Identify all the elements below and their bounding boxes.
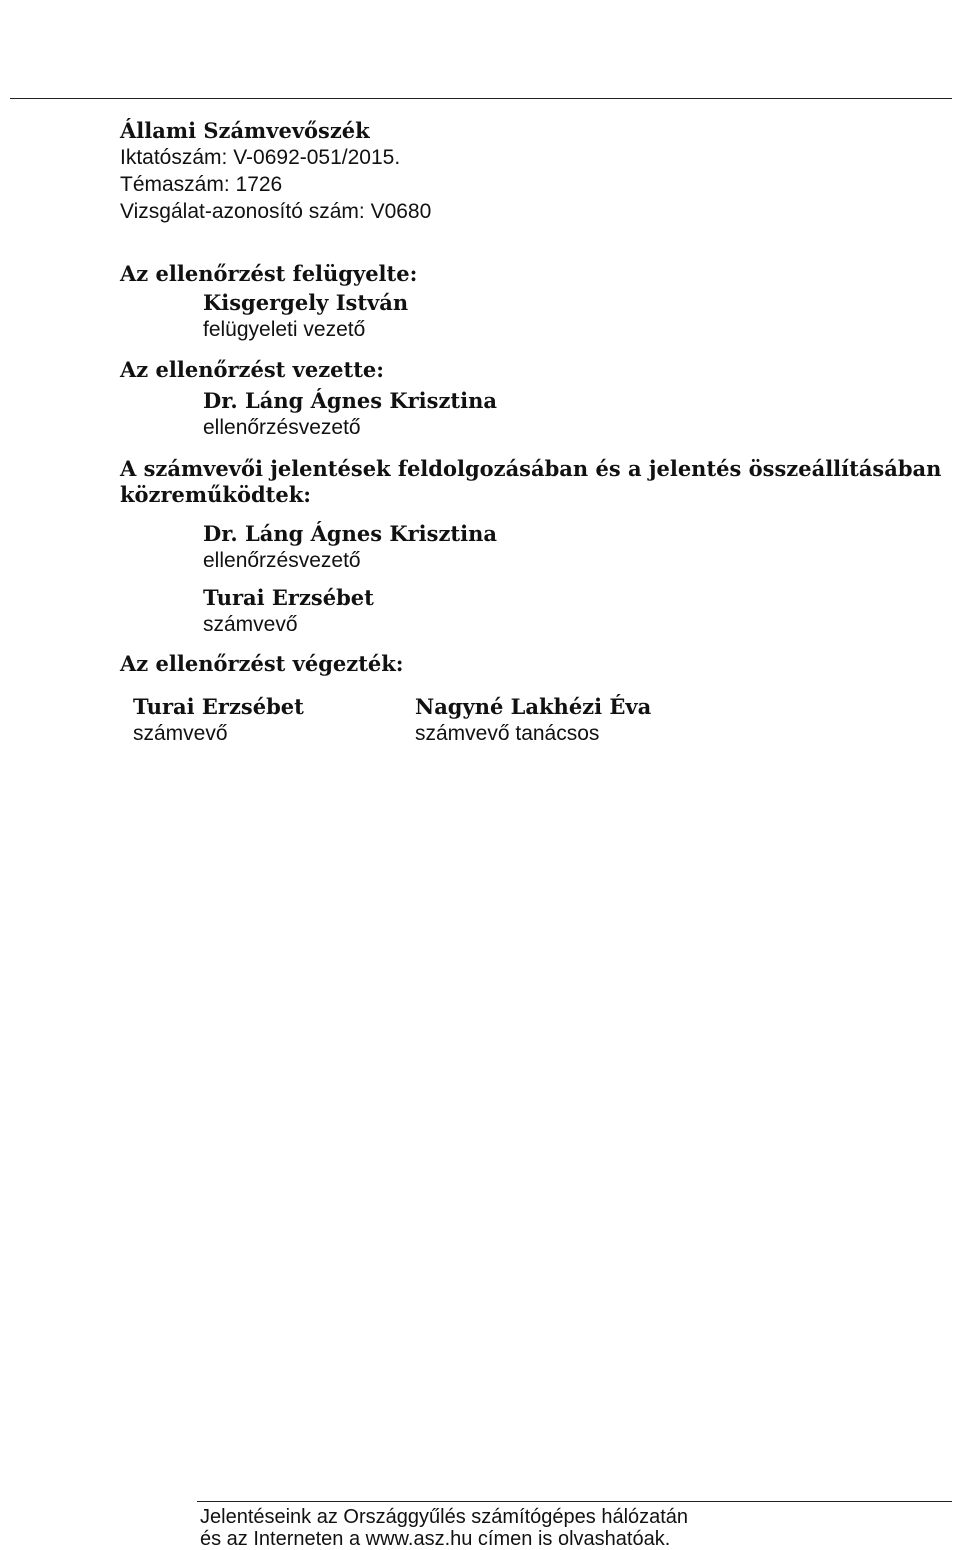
footer-divider [197, 1501, 952, 1502]
contributor-name: Turai Erzsébet [203, 585, 374, 610]
supervised-heading: Az ellenőrzést felügyelte: [120, 261, 418, 286]
audit-id: Vizsgálat-azonosító szám: V0680 [120, 200, 432, 223]
contributors-heading-line2: közreműködtek: [120, 482, 311, 507]
footer-line: és az Interneten a www.asz.hu címen is olvashatóak. [200, 1528, 671, 1550]
auditor-role: számvevő [133, 722, 228, 745]
led-heading: Az ellenőrzést vezette: [120, 357, 385, 382]
auditor-role: számvevő tanácsos [415, 722, 600, 745]
subject-number: Témaszám: 1726 [120, 173, 283, 196]
contributor-name: Dr. Láng Ágnes Krisztina [203, 521, 497, 546]
organization-name: Állami Számvevőszék [120, 118, 370, 143]
contributors-heading-line1: A számvevői jelentések feldolgozásában és a jelentés összeállításában [120, 456, 942, 481]
supervisor-name: Kisgergely István [203, 290, 409, 315]
performed-heading: Az ellenőrzést végezték: [120, 651, 404, 676]
footer-line: Jelentéseink az Országgyűlés számítógépes hálózatán [200, 1506, 689, 1528]
top-divider [10, 98, 952, 99]
leader-role: ellenőrzésvezető [203, 416, 361, 439]
supervisor-role: felügyeleti vezető [203, 318, 366, 341]
auditor-name: Turai Erzsébet [133, 694, 304, 719]
contributor-role: ellenőrzésvezető [203, 549, 361, 572]
leader-name: Dr. Láng Ágnes Krisztina [203, 388, 497, 413]
auditor-name: Nagyné Lakhézi Éva [415, 694, 652, 719]
contributor-role: számvevő [203, 613, 298, 636]
registration-number: Iktatószám: V-0692-051/2015. [120, 146, 401, 169]
footer-note [200, 1506, 688, 1550]
